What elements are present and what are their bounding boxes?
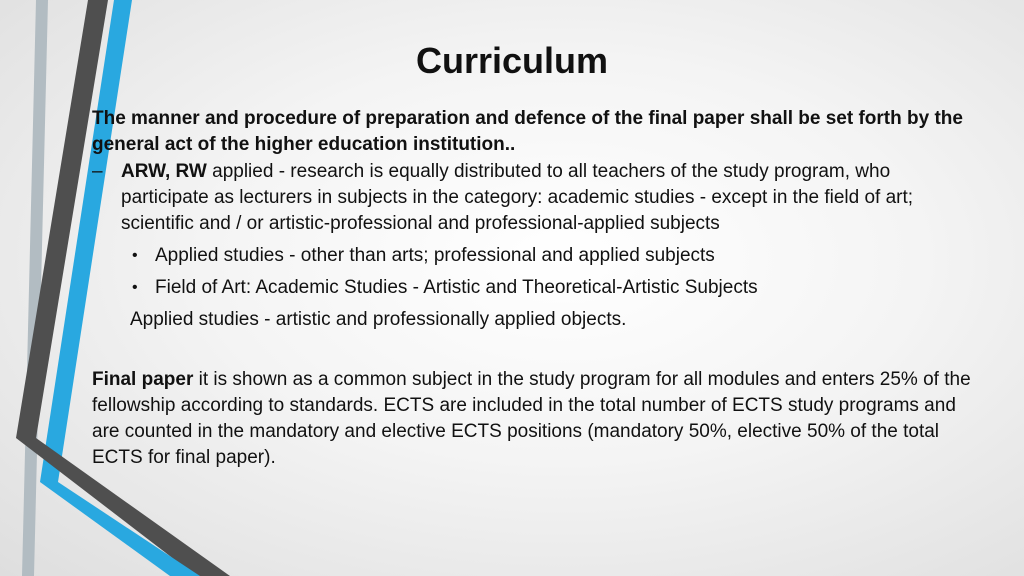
dash-list-item xyxy=(92,159,972,237)
bullet-icon: • xyxy=(132,279,138,296)
intro-paragraph: The manner and procedure of preparation and defence of the final paper shall be set forth by the general act of the higher education institution.. xyxy=(92,108,963,155)
dash-item-bold: ARW, RW xyxy=(121,161,207,182)
final-paper-paragraph xyxy=(92,367,972,471)
list-item xyxy=(92,243,972,269)
bullet-text: Applied studies - other than arts; professional and applied subjects xyxy=(155,245,715,266)
bullet-icon: • xyxy=(132,247,138,264)
slide-title: Curriculum xyxy=(415,40,609,81)
dash-item-text: applied - research is equally distributed to all teachers of the study program, who participate as lecturers in subjects in the category: academic studies - except in the field of art; scientific and / or artistic-professional and professional-applied subjects xyxy=(121,161,914,234)
bullet-list xyxy=(92,243,972,301)
bullet-text: Field of Art: Academic Studies - Artistic and Theoretical-Artistic Subjects xyxy=(155,277,758,298)
list-item xyxy=(92,275,972,301)
final-paper-bold: Final paper xyxy=(92,369,194,390)
final-paper-text: it is shown as a common subject in the study program for all modules and enters 25% of the fellowship according to standards. ECTS are included in the total number of ECTS study programs and are counted in the mandatory and elective ECTS positions (mandatory 50%, elective 50% of the total ECTS for final paper). xyxy=(92,369,971,468)
dash-marker: – xyxy=(92,161,103,182)
applied-studies-line: Applied studies - artistic and professionally applied objects. xyxy=(130,309,627,330)
stripe-blue-lower xyxy=(40,482,200,576)
slide-body xyxy=(92,106,972,471)
